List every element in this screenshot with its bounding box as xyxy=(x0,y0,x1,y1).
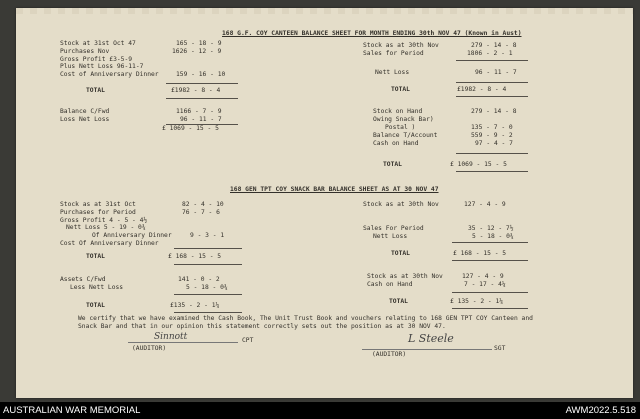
s1l-label-6: Balance C/Fwd xyxy=(60,108,110,115)
s2l-label-3: Nett Loss 5 - 19 - 0¾ xyxy=(66,224,146,231)
s2l-value-4: 9 - 3 - 1 xyxy=(190,232,225,239)
s1l-label-4: Cost of Anniversary Dinner xyxy=(60,71,159,78)
s1l-value-4: 159 - 16 - 10 xyxy=(176,71,226,78)
signature-right: L Steele xyxy=(408,332,454,345)
heading-snack-bar: 168 GEN TPT COY SNACK BAR BALANCE SHEET AS AT 30 NOV 47 xyxy=(230,186,439,193)
s1r-value-0: 279 - 14 - 8 xyxy=(471,42,517,49)
rule xyxy=(456,171,528,172)
rule xyxy=(456,60,528,61)
torn-edge xyxy=(16,8,633,14)
signature-right-title: (AUDITOR) xyxy=(372,351,407,358)
heading-canteen: 168 G.F. COY CANTEEN BALANCE SHEET FOR MONTH ENDING 30th NOV 47 (Known in Aust) xyxy=(222,30,522,37)
rule xyxy=(452,260,528,261)
s1l-value-1: 1626 - 12 - 9 xyxy=(172,48,222,55)
s1r-label-7: Balance T/Account xyxy=(373,132,438,139)
rule xyxy=(174,248,242,249)
s2l-value-7: 141 - 0 - 2 xyxy=(178,276,220,283)
s1r-value-3: £1982 - 8 - 4 xyxy=(457,86,507,93)
s2l-label-1: Purchases for Period xyxy=(60,209,136,216)
s1l-label-2: Gross Profit £3-5-9 xyxy=(60,56,133,63)
rule xyxy=(166,98,238,99)
s1l-value-0: 165 - 18 - 9 xyxy=(176,40,222,47)
s2r-label-4: Stock as at 30th Nov xyxy=(367,273,443,280)
s2l-value-8: 5 - 18 - 0¾ xyxy=(186,284,228,291)
rule xyxy=(452,292,528,293)
certify-line-1: We certify that we have examined the Cash Book, The Unit Trust Book and vouchers relating to 168 GEN TPT COY Canteen and xyxy=(78,315,533,322)
s1r-label-1: Sales for Period xyxy=(363,50,424,57)
s1r-label-3: TOTAL xyxy=(391,86,410,93)
rule xyxy=(174,264,242,265)
signature-line xyxy=(128,342,238,343)
s2r-label-2: Nett Loss xyxy=(373,233,408,240)
signature-left: Sinnott xyxy=(154,332,188,342)
s1r-label-9: TOTAL xyxy=(383,161,402,168)
signature-left-title: (AUDITOR) xyxy=(132,345,167,352)
rule xyxy=(174,294,242,295)
rule xyxy=(452,308,528,309)
s1r-value-7: 559 - 9 - 2 xyxy=(471,132,513,139)
footer-bar xyxy=(0,402,640,419)
signature-left-rank: CPT xyxy=(242,337,254,344)
s1l-label-1: Purchases Nov xyxy=(60,48,110,55)
s1r-label-4: Stock on Hand xyxy=(373,108,423,115)
s1r-value-9: £ 1069 - 15 - 5 xyxy=(450,161,507,168)
s2l-label-8: Less Nett Loss xyxy=(70,284,124,291)
footer-source: AUSTRALIAN WAR MEMORIAL xyxy=(3,405,141,416)
s1l-label-7: Loss Net Loss xyxy=(60,116,110,123)
s1l-value-8: £ 1069 - 15 - 5 xyxy=(162,125,219,132)
s2r-value-5: 7 - 17 - 4¼ xyxy=(464,281,506,288)
s2l-value-1: 76 - 7 - 6 xyxy=(182,209,220,216)
s2r-value-1: 35 - 12 - 7½ xyxy=(468,225,514,232)
s1l-label-0: Stock at 31st Oct 47 xyxy=(60,40,136,47)
s2r-value-3: £ 168 - 15 - 5 xyxy=(453,250,507,257)
rule xyxy=(456,153,528,154)
s1r-value-1: 1806 - 2 - 1 xyxy=(467,50,513,57)
s1r-label-2: Nett Loss xyxy=(375,69,410,76)
s2l-label-6: TOTAL xyxy=(86,253,105,260)
s2r-label-1: Sales For Period xyxy=(363,225,424,232)
document-page xyxy=(16,8,633,398)
s1l-label-3: Plus Nett Loss 96-11-7 xyxy=(60,63,144,70)
s1l-value-6: 1166 - 7 - 9 xyxy=(176,108,222,115)
s2l-value-0: 82 - 4 - 10 xyxy=(182,201,224,208)
signature-right-rank: SGT xyxy=(494,345,506,352)
s2l-label-0: Stock as at 31st Oct xyxy=(60,201,136,208)
s2l-value-6: £ 168 - 15 - 5 xyxy=(168,253,222,260)
s1l-label-5: TOTAL xyxy=(86,87,105,94)
s2l-label-7: Assets C/Fwd xyxy=(60,276,106,283)
s2l-value-9: £135 - 2 - 1¼ xyxy=(170,302,220,309)
s1r-label-5: Owing Snack Bar) xyxy=(373,116,434,123)
s2r-value-0: 127 - 4 - 9 xyxy=(464,201,506,208)
s1r-label-8: Cash on Hand xyxy=(373,140,419,147)
s2l-label-9: TOTAL xyxy=(86,302,105,309)
s2l-label-5: Cost Of Anniversary Dinner xyxy=(60,240,159,247)
s2r-value-2: 5 - 18 - 0¾ xyxy=(472,233,514,240)
s2l-label-4: Of Anniversary Dinner xyxy=(92,232,172,239)
s2r-label-0: Stock as at 30th Nov xyxy=(363,201,439,208)
s1r-value-8: 97 - 4 - 7 xyxy=(475,140,513,147)
rule xyxy=(456,82,528,83)
rule xyxy=(166,83,238,84)
rule xyxy=(174,312,242,313)
rule xyxy=(452,242,528,243)
s1r-label-6: Postal ) xyxy=(385,124,416,131)
signature-line xyxy=(362,349,492,350)
s1r-value-4: 279 - 14 - 8 xyxy=(471,108,517,115)
s1l-value-7: 96 - 11 - 7 xyxy=(180,116,222,123)
s2r-label-6: TOTAL xyxy=(389,298,408,305)
rule xyxy=(456,96,528,97)
s1l-value-5: £1982 - 8 - 4 xyxy=(171,87,221,94)
s2l-label-2: Gross Profit 4 - 5 - 4½ xyxy=(60,217,148,224)
s2r-label-5: Cash on Hand xyxy=(367,281,413,288)
s2r-value-6: £ 135 - 2 - 1¼ xyxy=(450,298,504,305)
s2r-label-3: TOTAL xyxy=(391,250,410,257)
s1r-value-6: 135 - 7 - 0 xyxy=(471,124,513,131)
s1r-value-2: 96 - 11 - 7 xyxy=(475,69,517,76)
certify-line-2: Snack Bar and that in our opinion this statement correctly sets out the position as at 30 NOV 47. xyxy=(78,323,446,330)
s2r-value-4: 127 - 4 - 9 xyxy=(462,273,504,280)
s1r-label-0: Stock as at 30th Nov xyxy=(363,42,439,49)
footer-accession-number: AWM2022.5.518 xyxy=(565,405,636,416)
